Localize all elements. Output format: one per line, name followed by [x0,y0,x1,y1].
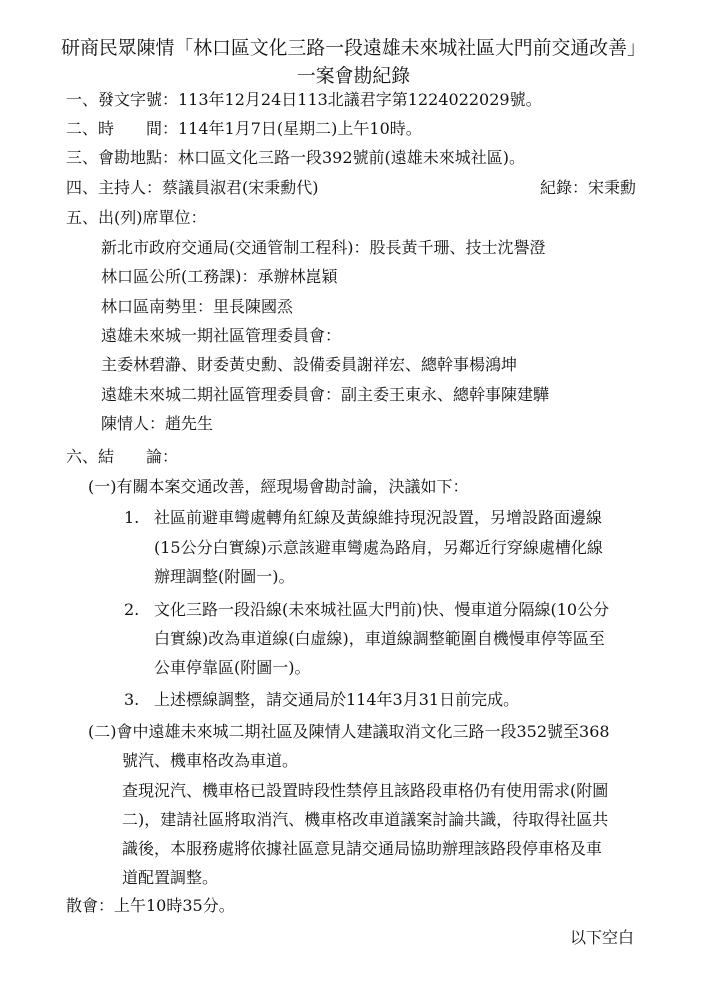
attendee-line: 遠雄未來城一期社區管理委員會： [101,326,342,345]
item-document-number: 一、發文字號：113年12月24日113北議君字第1224022029號。 [66,90,542,109]
point-text-line: 上述標線調整，請交通局於114年3月31日前完成。 [154,690,520,709]
meeting-closing-time: 散會：上午10時35分。 [66,896,235,915]
item-recorder: 紀錄：宋秉勳 [540,178,637,197]
point-number: 2. [124,600,140,619]
conclusion-heading: 六、結 論： [66,447,179,466]
attendee-line: 陳情人：趙先生 [101,414,214,433]
attendee-line: 新北市政府交通局(交通管制工程科)：股長黃千珊、技士沈譽澄 [101,238,546,257]
conclusion-part-1-heading: (一)有關本案交通改善，經現場會勘討論，決議如下： [88,477,469,496]
attendee-line: 林口區南勢里：里長陳國烝 [101,297,294,316]
conclusion-part-2-line: 號汽、機車格改為車道。 [122,751,299,770]
conclusion-part-2-line: 識後，本服務處將依據社區意見請交通局協助辦理該路段停車格及車 [122,839,603,858]
attendee-line: 遠雄未來城二期社區管理委員會：副主委王東永、總幹事陳建驊 [101,385,550,404]
item-attendees-heading: 五、出(列)席單位： [66,208,207,227]
point-text-line: 辦理調整(附圖一)。 [154,567,295,586]
attendee-line: 主委林碧瀞、財委黃史勳、設備委員謝祥宏、總幹事楊鴻坤 [101,355,518,374]
point-text-line: 社區前避車彎處轉角紅線及黃線維持現況設置，另增設路面邊線 [154,508,603,527]
item-host: 四、主持人：蔡議員淑君(宋秉勳代) [66,178,319,197]
point-text-line: 文化三路一段沿線(未來城社區大門前)快、慢車道分隔線(10公分 [154,600,610,619]
attendee-line: 林口區公所(工務課)：承辦林崑穎 [101,267,338,286]
conclusion-part-2-line: 二)，建請社區將取消汽、機車格改車道議案討論共識，待取得社區共 [122,810,609,829]
document-title-line-2: 一案會勘紀錄 [296,65,411,87]
conclusion-part-2-line: 查現況汽、機車格已設置時段性禁停且該路段車格仍有使用需求(附圖 [122,781,609,800]
conclusion-part-2-line: (二)會中遠雄未來城二期社區及陳情人建議取消文化三路一段352號至368 [88,722,610,741]
item-meeting-time: 二、時 間：114年1月7日(星期二)上午10時。 [66,119,422,138]
point-text-line: 公車停靠區(附圖一)。 [154,658,311,677]
item-meeting-location: 三、會勘地點：林口區文化三路一段392號前(遠雄未來城社區)。 [66,148,526,167]
point-number: 3. [124,690,140,709]
blank-below-note: 以下空白 [570,928,635,947]
point-text-line: 白實線)改為車道線(白虛線)，車道線調整範圍自機慢車停等區至 [154,629,605,648]
document-title-line-1: 研商民眾陳情「林口區文化三路一段遠雄未來城社區大門前交通改善」 [61,37,646,59]
conclusion-part-2-line: 道配置調整。 [122,868,219,887]
point-text-line: (15公分白實線)示意該避車彎處為路肩，另鄰近行穿線處槽化線 [154,538,603,557]
point-number: 1. [124,508,140,527]
